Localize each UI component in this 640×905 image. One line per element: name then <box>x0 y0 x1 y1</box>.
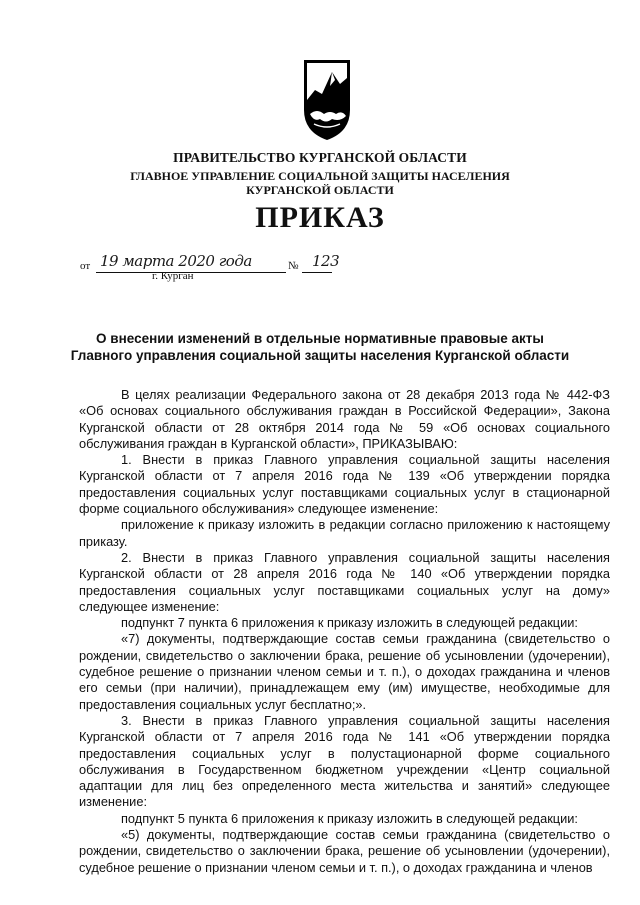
date-number-line <box>80 252 340 292</box>
paragraph-item-2-quote: «7) документы, подтверждающие состав семьи гражданина (свидетельство о рождении, свидетельство о заключении брака, решение об усыновлении (удочерении), судебное решение о признании членом семьи и т. п.), о доходах гражданина и членов его семьи (при наличии), принадлежащем ему (им) имуществе, необходимые для предоставления социальных услуг бесплатно;». <box>79 631 610 712</box>
paragraph-item-3: 3. Внести в приказ Главного управления социальной защиты населения Курганской области от 7 апреля 2016 года № 141 «Об утверждении порядка предоставления социальных услуг в полустационарной форме социального обслуживания в Государственном бюджетном учреждении «Центр социальной адаптации для лиц без определенного места жительства и занятий» следующее изменение: <box>79 712 610 810</box>
paragraph-item-3-quote: «5) документы, подтверждающие состав семьи гражданина (свидетельство о рождении, свидетельство о заключении брака, решение об усыновлении (удочерении), судебное решение о признании членом семьи и т. п.), о доходах гражданина и членов <box>79 827 610 875</box>
department-name-line1: ГЛАВНОЕ УПРАВЛЕНИЕ СОЦИАЛЬНОЙ ЗАЩИТЫ НАСЕЛЕНИЯ <box>130 169 510 183</box>
paragraph-item-1: 1. Внести в приказ Главного управления социальной защиты населения Курганской области от 7 апреля 2016 года № 139 «Об утверждении порядка предоставления социальных услуг поставщиками социальных услуг в стационарной форме социального обслуживания» следующее изменение: <box>79 452 610 517</box>
document-title-line1: О внесении изменений в отдельные нормативные правовые акты <box>96 331 544 346</box>
city-label: г. Курган <box>152 270 194 282</box>
document-title <box>40 330 600 364</box>
kurgan-coat-of-arms-icon <box>302 58 352 142</box>
document-type: ПРИКАЗ <box>255 201 385 234</box>
department-name <box>0 169 640 197</box>
paragraph-item-1-text: приложение к приказу изложить в редакции согласно приложению к настоящему приказу. <box>79 517 610 549</box>
department-name-line2: КУРГАНСКОЙ ОБЛАСТИ <box>246 183 394 197</box>
document-body <box>79 387 610 876</box>
number-underline <box>302 272 332 273</box>
paragraph-item-3-sub: подпункт 5 пункта 6 приложения к приказу изложить в следующей редакции: <box>121 810 578 826</box>
paragraph-item-2: 2. Внести в приказ Главного управления социальной защиты населения Курганской области от 28 апреля 2016 года № 140 «Об утверждении порядка предоставления социальных услуг поставщиками социальных услуг на дому» следующее изменение: <box>79 549 610 614</box>
document-title-line2: Главного управления социальной защиты населения Курганской области <box>70 348 570 363</box>
handwritten-number: 123 <box>312 252 340 270</box>
handwritten-date: 19 марта 2020 года <box>100 252 252 270</box>
paragraph-item-2-sub: подпункт 7 пункта 6 приложения к приказу изложить в следующей редакции: <box>121 615 578 631</box>
paragraph-preamble: В целях реализации Федерального закона от 28 декабря 2013 года № 442-ФЗ «Об основах социального обслуживания граждан в Российской Федерации», Закона Курганской области от 28 октября 2014 года № 59 «Об основах социального обслуживания граждан в Курганской области», ПРИКАЗЫВАЮ: <box>79 387 610 451</box>
date-prefix: от <box>80 260 91 272</box>
organization-name: ПРАВИТЕЛЬСТВО КУРГАНСКОЙ ОБЛАСТИ <box>173 150 467 165</box>
number-prefix: № <box>288 260 299 272</box>
